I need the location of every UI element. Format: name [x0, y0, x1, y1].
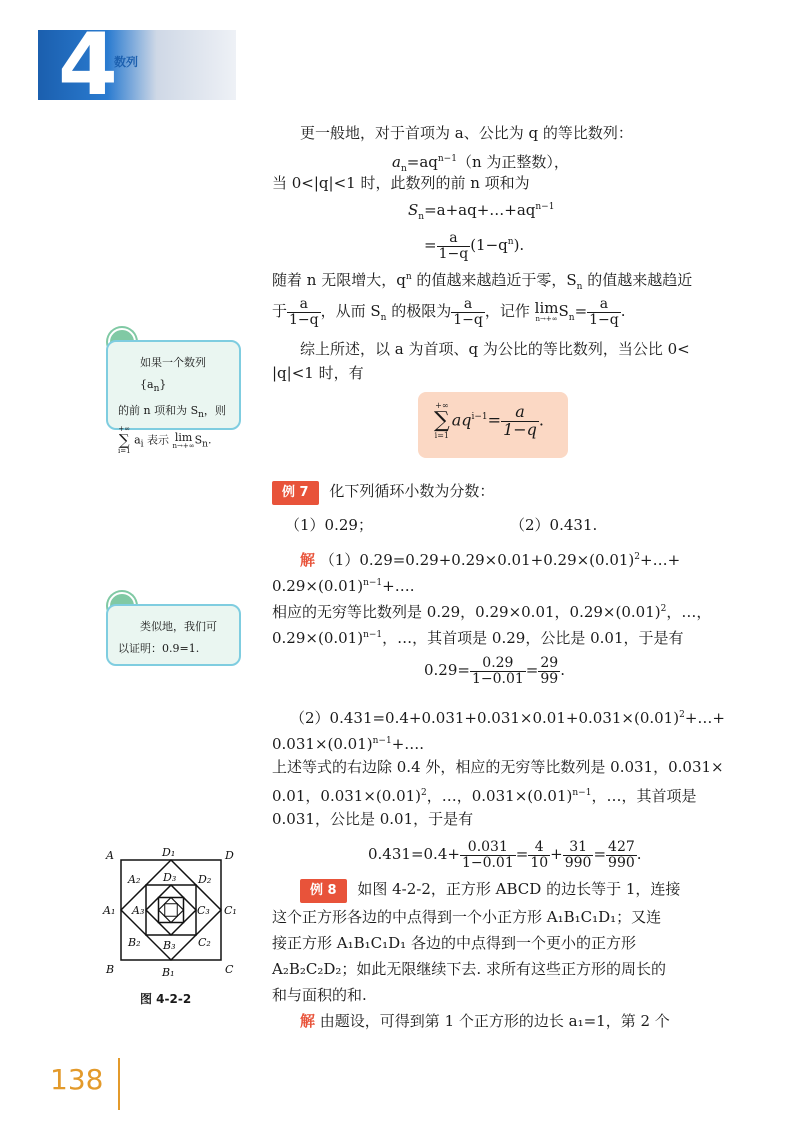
solution-2-line-5: 0.031，公比是 0.01，于是有 — [272, 810, 474, 828]
solution-tag: 解 — [300, 1012, 316, 1030]
square-5 — [159, 898, 184, 923]
label-b2: B₂ — [128, 936, 141, 949]
square-6 — [165, 904, 178, 917]
solution-3-line-1: 解 由题设，可得到第 1 个正方形的边长 a₁=1，第 2 个 — [300, 1012, 670, 1030]
sidebar-line: 类似地，我们可 — [140, 620, 217, 633]
label-c: C — [225, 963, 234, 976]
example-7: 例 7 化下列循环小数为分数： — [272, 480, 494, 505]
para-5: 综上所述，以 a 为首项、q 为公比的等比数列，当公比 0< — [300, 340, 690, 358]
solution-2-line-3: 上述等式的右边除 0.4 外，相应的无穷等比数列是 0.031，0.031× — [272, 758, 724, 776]
label-b1: B₁ — [162, 966, 175, 979]
label-a3: A₃ — [132, 904, 145, 917]
solution-tag: 解 — [300, 551, 316, 569]
solution-1-line-2: $0.29\times(0.01)^{n-1}+\dots$. — [272, 577, 415, 595]
example-7-tag: 例 7 — [272, 481, 319, 505]
sidebar-line: 的前 n 项和为 $S_n$，则 — [118, 404, 226, 421]
para-6: |q|<1 时，有 — [272, 364, 364, 382]
label-b3: B₃ — [163, 939, 176, 952]
figure-caption: 图 4-2-2 — [140, 992, 192, 1006]
formula-sn-2: = $\frac{a}{1-q}$ $(1-q^n)$. — [424, 229, 525, 262]
formula-sn: $S_n=a+aq+\dots+aq^{n-1}$ — [408, 201, 555, 222]
square-4 — [159, 898, 184, 923]
label-b: B — [106, 963, 115, 976]
label-d3: D₃ — [163, 871, 177, 884]
sidebar-line: 如果一个数列$\{a_n\}$ — [140, 356, 206, 395]
para-2: 当 0<|q|<1 时，此数列的前 n 项和为 — [272, 174, 530, 192]
solution-2-line-4: 0.01，$0.031\times(0.01)^2$，…，$0.031\times(0.01)^{n-1}$，…，其首项是 — [272, 787, 697, 805]
solution-2-line-1: $(2)0.431=0.4+0.031+0.031\times 0.01+0.031\times(0.01)^2+\dots+$ — [290, 709, 725, 727]
label-d2: D₂ — [198, 873, 212, 886]
solution-2-line-2: $0.031\times(0.01)^{n-1}+\dots$. — [272, 735, 425, 753]
label-c1: C₁ — [224, 904, 237, 917]
example-8: 例 8 如图 4-2-2，正方形 ABCD 的边长等于 1，连接 — [300, 878, 680, 903]
solution-2-result: 0.431=0.4+ $\frac{0.031}{1-0.01}$ = $\frac{4}{10}$ + $\frac{31}{990}$ = $\frac{427}{990}$ . — [368, 838, 642, 871]
example-8-line-4: A₂B₂C₂D₂；如此无限继续下去. 求所有这些正方形的周长的 — [272, 960, 666, 978]
solution-1-line-1: 解 $(1)0.29=0.29+0.29\times 0.01+0.29\times(0.01)^2+\dots+$ — [300, 551, 681, 569]
key-formula: +∞ ∑ i=1 $aq^{i-1}=$ $\frac{a}{1-q}$ . — [434, 401, 544, 440]
label-d1: D₁ — [162, 846, 176, 859]
chapter-title: 数列 — [114, 55, 139, 69]
label-a2: A₂ — [128, 873, 141, 886]
square-a2b2c2d2 — [146, 885, 196, 935]
label-a1: A₁ — [103, 904, 116, 917]
sidebar-line: +∞ ∑ i=1 $a_i$ 表示 lim n→+∞ $S_n$. — [118, 425, 212, 456]
page-number: 138 — [50, 1063, 104, 1096]
square-a3b3c3d3 — [146, 885, 196, 935]
label-a: A — [106, 849, 114, 862]
example-8-tag: 例 8 — [300, 879, 347, 903]
formula-an: $a_n=aq^{n-1}(n$ 为正整数）， — [392, 153, 569, 174]
solution-1-line-3: 相应的无穷等比数列是 0.29，0.29×0.01，$0.29\times(0.01)^2$，…， — [272, 603, 712, 621]
label-c3: C₃ — [197, 904, 210, 917]
chapter-number: 4 — [58, 15, 116, 115]
example-8-line-5: 和与面积的和. — [272, 986, 367, 1004]
example-7-part-1: （1）0.29； — [285, 516, 373, 534]
solution-1-result: 0.29= $\frac{0.29}{1-0.01}$ = $\frac{29}{99}$ . — [424, 654, 565, 687]
para-4: 于 $\frac{a}{1-q}$ ，从而 $S_n$ 的极限为 $\frac{a}{1-q}$ ，记作 lim n→+∞ $S_n=$ $\frac{a}{1-q}$ . — [272, 295, 626, 328]
example-8-line-2: 这个正方形各边的中点得到一个小正方形 A₁B₁C₁D₁；又连 — [272, 908, 662, 926]
label-c2: C₂ — [198, 936, 211, 949]
nested-squares-figure — [98, 845, 244, 981]
para-1: 更一般地，对于首项为 a、公比为 q 的等比数列： — [300, 124, 633, 142]
page-rule — [118, 1058, 120, 1110]
sidebar-line: 以证明：0.9=1. — [118, 642, 200, 655]
sidebar-note-2 — [106, 604, 241, 666]
example-8-line-3: 接正方形 A₁B₁C₁D₁ 各边的中点得到一个更小的正方形 — [272, 934, 636, 952]
solution-1-line-4: $0.29\times(0.01)^{n-1}$，…，其首项是 0.29，公比是 0.01，于是有 — [272, 629, 684, 647]
example-7-part-2: （2）0.431. — [510, 516, 598, 534]
label-d: D — [225, 849, 234, 862]
sidebar-note-1 — [106, 340, 241, 456]
para-3: 随着 n 无限增大，$q^n$ 的值越来越趋近于零，$S_n$ 的值越来越趋近 — [272, 271, 693, 292]
